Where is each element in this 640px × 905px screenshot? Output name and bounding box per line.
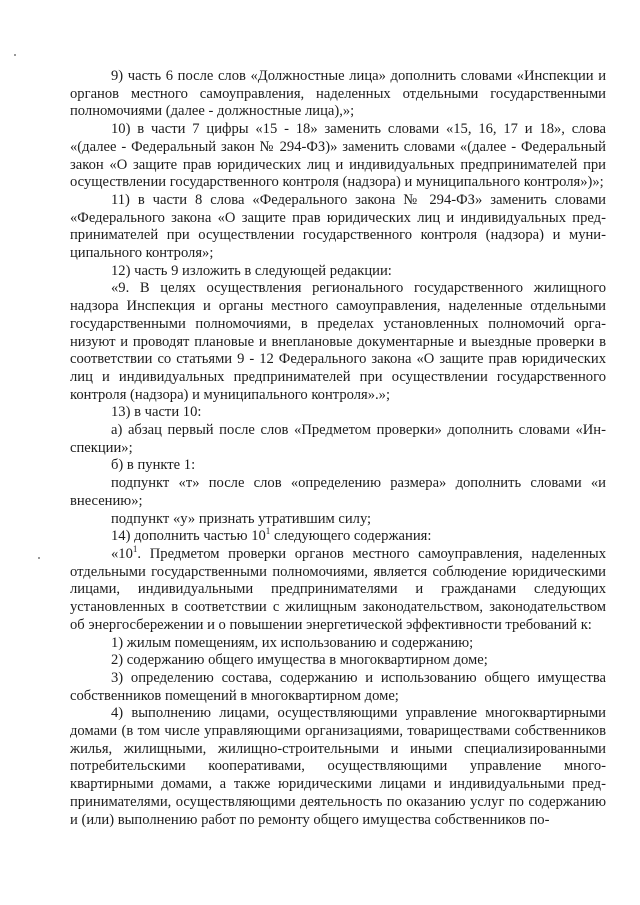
scan-speck: [14, 54, 16, 56]
paragraph-11: 11) в части 8 слова «Федерального закона № 294-ФЗ» заменить словами «Федерального закона «О защите прав юридических лиц и индивидуальных предпринимателей при осуществлении государственного контроля (надзора) и муниципального контроля»;: [70, 191, 606, 262]
paragraph-13: 13) в части 10:: [111, 404, 202, 421]
list-item-1: 1) жилым помещениям, их использованию и содержанию;: [111, 634, 474, 651]
paragraph-10-1-after: . Предметом проверки органов местного самоуправления, наделенных отдельными государственными полномочиями, является соблюдение юридическими лицами, индивидуальными предпринимателями и гражданами следующих установленных в соответствии с жилищным законодательством, законодательством об энергосбережении и о повышении энергетической эффективности требований к:: [70, 545, 606, 633]
scan-speck: [38, 557, 40, 559]
list-item-3: 3) определению состава, содержанию и использованию общего имущества собственников помещений в многоквартирном доме;: [70, 669, 606, 704]
paragraph-12-text: «9. В целях осуществления регионального государственного жилищного надзора Инспекция и органы местного самоуправления, наделенные отдельными государственными полномочиями, в пределах установленных полномочий организуют и проводят плановые и внеплановые документарные и выездные проверки в соответствии со статьями 9 - 12 Федерального закона «О защите прав юридических лиц и индивидуальных предпринимателей при осуществлении государственного контроля (надзора) и муниципального контроля».»;: [70, 280, 606, 403]
paragraph-10: 10) в части 7 цифры «15 - 18» заменить словами «15, 16, 17 и 18», слова «(далее - Федеральный закон № 294-ФЗ)» заменить словами «(далее - Федеральный закон «О защите прав юридических лиц и индивидуальных предпринимателей при осуществлении государственного контроля (надзора) и муниципального контроля»)»;: [70, 121, 606, 191]
paragraph-14-before: 14) дополнить частью 10: [111, 528, 266, 545]
paragraph-13-b: б) в пункте 1:: [111, 457, 196, 474]
subparagraph-u: подпункт «у» признать утратившим силу;: [111, 510, 372, 527]
paragraph-10-1-before: «10: [111, 545, 133, 562]
list-item-4: 4) выполнению лицами, осуществляющими управление многоквартирными домами (в том числе управляющими организациями, товариществами собственников жилья, жилищными, жилищно-строительными и иными специализированными потребительскими кооперативами, осуществляющими управление многоквартирными домами, а также юридическими лицами и индивидуальными предпринимателями, осуществляющими деятельность по оказанию услуг по содержанию и (или) выполнению работ по ремонту общего имущества собственников по-: [70, 705, 606, 828]
paragraph-10-1-superscript: 1: [132, 543, 138, 554]
paragraph-12: 12) часть 9 изложить в следующей редакции:: [111, 262, 392, 279]
paragraph-10-1: [70, 543, 606, 635]
paragraph-14-after: следующего содержания:: [270, 528, 432, 545]
paragraph-14: [70, 528, 606, 546]
list-item-2: 2) содержанию общего имущества в многоквартирном доме;: [111, 652, 488, 669]
paragraph-13-a: а) абзац первый после слов «Предметом проверки» дополнить словами «Инспекции»;: [70, 422, 606, 456]
subparagraph-t: подпункт «т» после слов «определению размера» дополнить словами «и внесению»;: [70, 475, 606, 509]
document-text: [70, 68, 606, 829]
paragraph-14-superscript: 1: [265, 526, 271, 537]
paragraph-9: 9) часть 6 после слов «Должностные лица» дополнить словами «Инспекции и органов местного самоуправления, наделенных отдельными государственными полномочиями (далее - должностные лица),»;: [70, 68, 606, 120]
